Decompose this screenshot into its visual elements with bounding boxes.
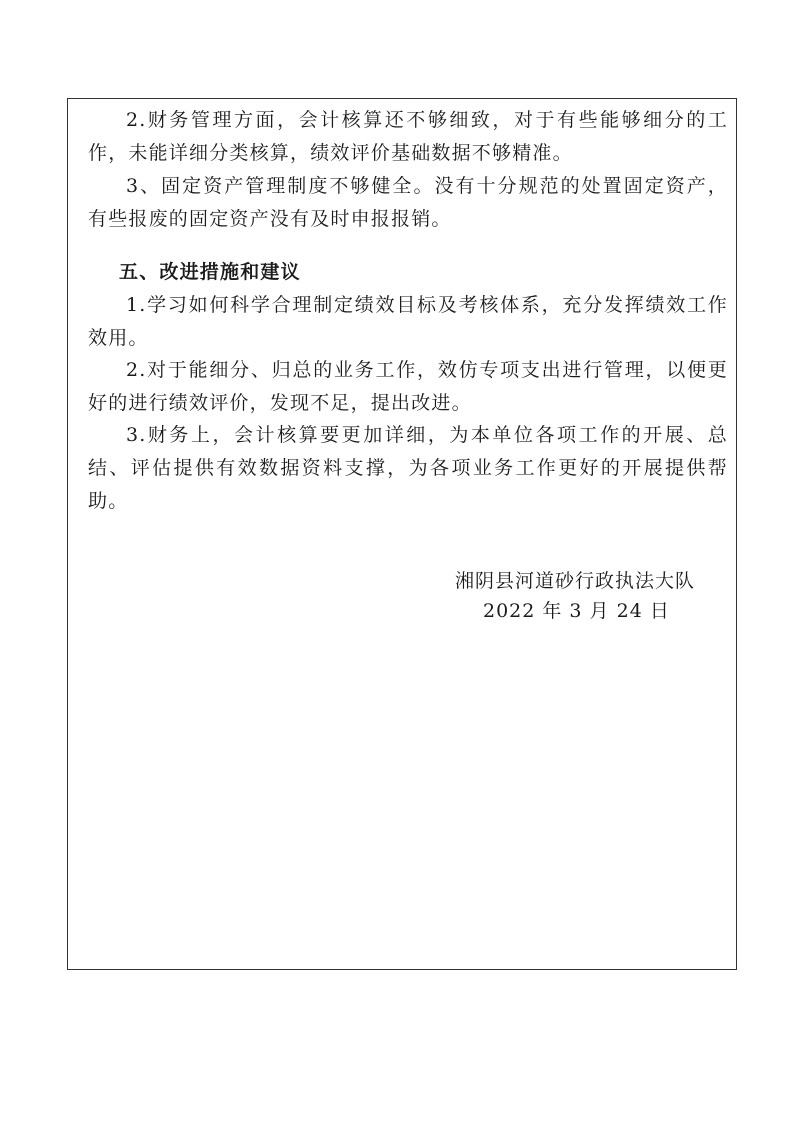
section-5-title: 五、改进措施和建议 (119, 261, 301, 283)
measure-item-2: 2.对于能细分、归总的业务工作，效仿专项支出进行管理，以便更好的进行绩效评价，发现不足，提出改进。 (88, 359, 728, 414)
signature-date: 2022 年 3 月 24 日 (483, 600, 670, 622)
problem-item-2: 2.财务管理方面，会计核算还不够细致，对于有些能够细分的工作，未能详细分类核算，绩效评价基础数据不够精准。 (88, 109, 728, 164)
measure-item-3: 3.财务上，会计核算要更加详细，为本单位各项工作的开展、总结、评估提供有效数据资料支撑，为各项业务工作更好的开展提供帮助。 (88, 424, 728, 512)
problem-item-3: 3、固定资产管理制度不够健全。没有十分规范的处置固定资产， 有些报废的固定资产没有及时申报报销。 (88, 175, 728, 230)
measure-item-1: 1.学习如何科学合理制定绩效目标及考核体系，充分发挥绩效工作效用。 (88, 294, 728, 349)
signature-organization: 湘阴县河道砂行政执法大队 (455, 570, 696, 592)
